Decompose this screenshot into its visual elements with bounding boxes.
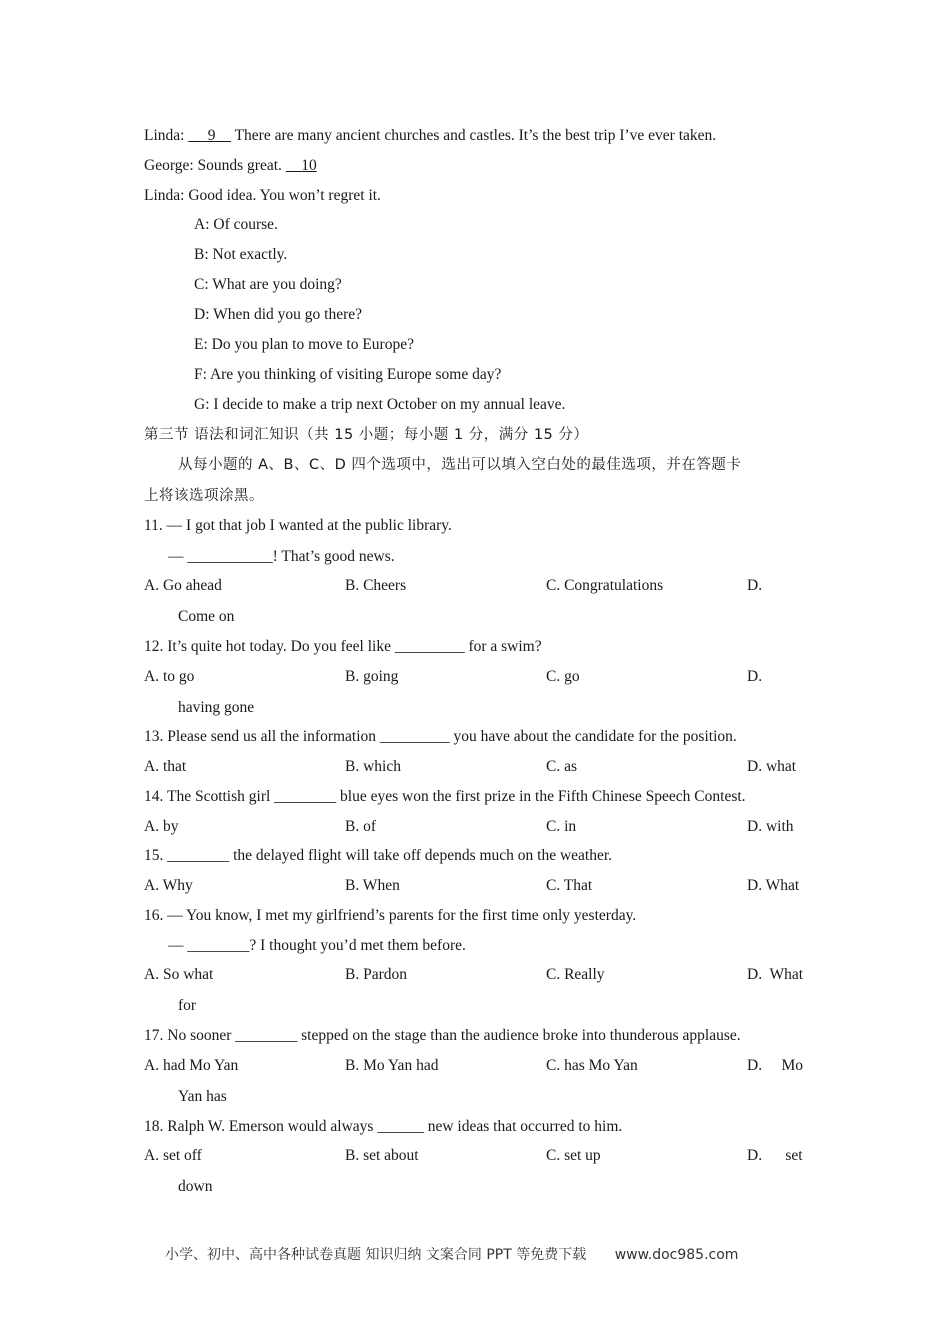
- option-b: B. which: [345, 758, 401, 775]
- footer-url[interactable]: www.doc985.com: [614, 1247, 739, 1263]
- question-stem: 15. ________ the delayed flight will take off depends much on the weather.: [144, 847, 613, 864]
- dialogue-text: Sounds great.: [197, 157, 282, 174]
- section-instruction-2: 上将该选项涂黑。: [144, 488, 264, 504]
- question-stem: 13. Please send us all the information _________ you have about the candidate for the position.: [144, 728, 737, 745]
- page-footer: [165, 1244, 738, 1264]
- option-b: B. going: [345, 668, 399, 685]
- option-b: B. set about: [345, 1147, 419, 1164]
- option-c: C. has Mo Yan: [546, 1057, 638, 1074]
- dialogue-option-g: G: I decide to make a trip next October on my annual leave.: [194, 396, 566, 413]
- dialogue-option-f: F: Are you thinking of visiting Europe some day?: [194, 366, 502, 383]
- option-b: B. Cheers: [345, 577, 407, 594]
- dialogue-line-george-10: [144, 156, 317, 176]
- question-stem: 18. Ralph W. Emerson would always ______ new ideas that occurred to him.: [144, 1118, 623, 1135]
- option-d-continued: Yan has: [178, 1088, 227, 1105]
- option-b: B. of: [345, 818, 376, 835]
- dialogue-option-d: D: When did you go there?: [194, 306, 363, 323]
- dialogue-line-linda-final: [144, 186, 381, 206]
- option-c: C. in: [546, 818, 577, 835]
- dialogue-option-e: E: Do you plan to move to Europe?: [194, 336, 414, 353]
- option-d-continued: having gone: [178, 699, 255, 716]
- option-c: C. Congratulations: [546, 577, 664, 594]
- option-d: D.: [747, 668, 763, 685]
- option-c: C. Really: [546, 966, 605, 983]
- option-d: D. what: [747, 758, 797, 775]
- option-b: B. Mo Yan had: [345, 1057, 439, 1074]
- option-a: A. by: [144, 818, 179, 835]
- option-d: D. with: [747, 818, 794, 835]
- option-a: A. Go ahead: [144, 577, 222, 594]
- question-stem: 12. It’s quite hot today. Do you feel like _________ for a swim?: [144, 638, 542, 655]
- option-b: B. When: [345, 877, 400, 894]
- option-a: A. set off: [144, 1147, 202, 1164]
- section-heading: 第三节 语法和词汇知识（共 15 小题；每小题 1 分，满分 15 分）: [144, 427, 589, 443]
- option-d-continued: for: [178, 997, 197, 1014]
- question-stem: 16. — You know, I met my girlfriend’s parents for the first time only yesterday.: [144, 907, 637, 924]
- option-c: C. That: [546, 877, 593, 894]
- option-d: D. What: [747, 966, 804, 983]
- option-d-continued: Come on: [178, 608, 235, 625]
- option-a: A. to go: [144, 668, 195, 685]
- blank-9: 9: [207, 127, 216, 144]
- question-stem: 17. No sooner ________ stepped on the stage than the audience broke into thunderous applause.: [144, 1027, 741, 1044]
- option-a: A. So what: [144, 966, 214, 983]
- speaker-label: George:: [144, 157, 194, 174]
- option-a: A. that: [144, 758, 187, 775]
- dialogue-line-linda-9: [144, 126, 716, 146]
- option-c: C. set up: [546, 1147, 601, 1164]
- dialogue-option-b: B: Not exactly.: [194, 246, 288, 263]
- question-stem: 14. The Scottish girl ________ blue eyes won the first prize in the Fifth Chinese Speech Contest.: [144, 788, 746, 805]
- question-stem: 11. — I got that job I wanted at the public library.: [144, 517, 452, 534]
- option-a: A. had Mo Yan: [144, 1057, 239, 1074]
- speaker-label: Linda:: [144, 127, 185, 144]
- dialogue-option-c: C: What are you doing?: [194, 276, 342, 293]
- dialogue-text: Good idea. You won’t regret it.: [188, 187, 381, 204]
- section-instruction-1: 从每小题的 A、B、C、D 四个选项中，选出可以填入空白处的最佳选项，并在答题卡: [178, 457, 742, 473]
- option-d: D. Mo: [747, 1057, 803, 1074]
- option-d: D. set: [747, 1147, 803, 1164]
- option-b: B. Pardon: [345, 966, 407, 983]
- dialogue-text: There are many ancient churches and castles. It’s the best trip I’ve ever taken.: [234, 127, 717, 144]
- footer-text: 小学、初中、高中各种试卷真题 知识归纳 文案合同 PPT 等免费下载: [165, 1247, 587, 1263]
- question-stem-reply: — ___________! That’s good news.: [168, 548, 395, 565]
- option-d: D. What: [747, 877, 800, 894]
- question-stem-reply: — ________? I thought you’d met them before.: [168, 937, 466, 954]
- option-c: C. as: [546, 758, 577, 775]
- option-c: C. go: [546, 668, 580, 685]
- option-d: D.: [747, 577, 763, 594]
- blank-10: 10: [301, 157, 317, 174]
- speaker-label: Linda:: [144, 187, 185, 204]
- option-a: A. Why: [144, 877, 193, 894]
- dialogue-option-a: A: Of course.: [194, 216, 278, 233]
- option-d-continued: down: [178, 1178, 213, 1195]
